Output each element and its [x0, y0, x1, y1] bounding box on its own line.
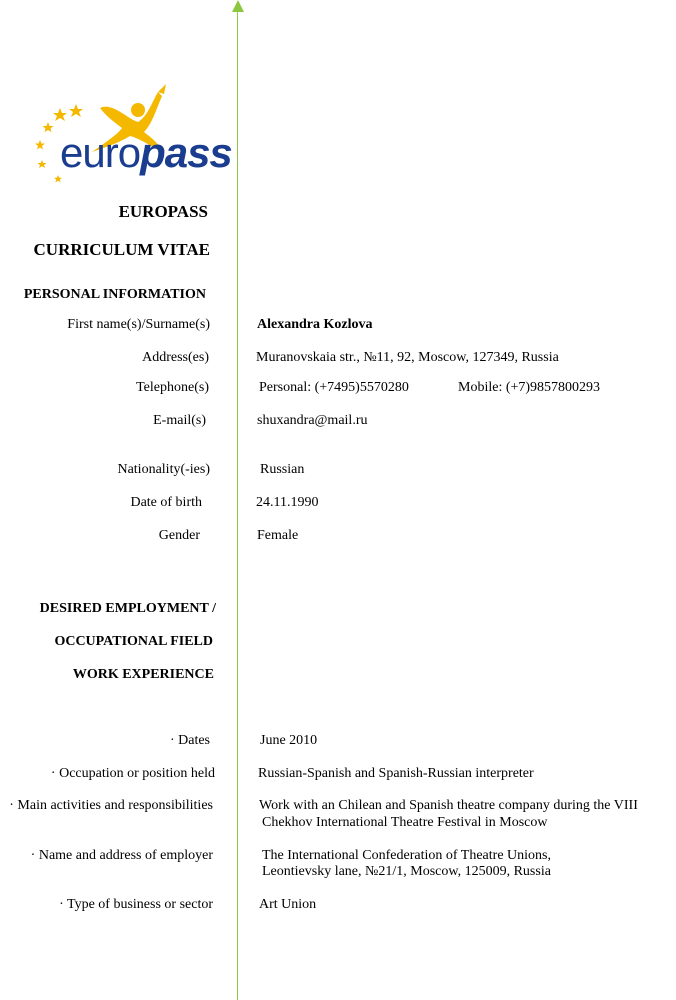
logo-text-pass: pass [140, 129, 232, 176]
star-icon [69, 104, 83, 117]
value-address: Muranovskaia str., №11, 92, Moscow, 127349, Russia [256, 350, 559, 365]
vertical-divider [237, 8, 238, 1000]
label-activities: · Main activities and responsibilities [9, 798, 213, 813]
value-dates: June 2010 [260, 733, 318, 748]
label-name: First name(s)/Surname(s) [67, 317, 210, 332]
section-desired-employment: DESIRED EMPLOYMENT / [39, 601, 216, 616]
star-icon [35, 140, 45, 150]
value-activities-line1: Work with an Chilean and Spanish theatre company during the VIII [259, 798, 638, 813]
value-email[interactable]: shuxandra@mail.ru [257, 413, 368, 428]
star-icon [54, 175, 62, 182]
label-gender: Gender [158, 528, 200, 543]
value-business-sector: Art Union [259, 897, 317, 912]
section-personal-information: PERSONAL INFORMATION [23, 287, 206, 302]
value-nationality: Russian [260, 462, 305, 477]
star-icon [38, 160, 47, 168]
label-dates: · Dates [169, 733, 210, 748]
value-employer-line2: Leontievsky lane, №21/1, Moscow, 125009, Russia [262, 864, 551, 879]
label-nationality: Nationality(-ies) [117, 462, 210, 477]
title-curriculum-vitae: CURRICULUM VITAE [33, 240, 210, 259]
value-date-of-birth: 24.11.1990 [256, 495, 319, 510]
value-employer-line1: The International Confederation of Theatre Unions, [262, 848, 551, 863]
value-telephone-mobile: Mobile: (+7)9857800293 [458, 380, 601, 395]
star-icon [53, 108, 67, 121]
value-telephone-personal: Personal: (+7495)5570280 [259, 380, 409, 395]
value-name: Alexandra Kozlova [257, 317, 373, 332]
label-business-sector: · Type of business or sector [59, 897, 213, 912]
logo-text-euro: euro [60, 129, 141, 176]
label-telephone: Telephone(s) [136, 380, 209, 395]
label-address: Address(es) [142, 350, 209, 365]
value-occupation: Russian-Spanish and Spanish-Russian interpreter [258, 766, 534, 781]
label-date-of-birth: Date of birth [130, 495, 202, 510]
section-work-experience: WORK EXPERIENCE [72, 667, 214, 682]
label-occupation: · Occupation or position held [50, 766, 215, 781]
title-europass: EUROPASS [118, 202, 208, 221]
star-icon [43, 122, 54, 132]
value-activities-line2: Chekhov International Theatre Festival in Moscow [262, 815, 548, 830]
label-email: E-mail(s) [153, 413, 206, 428]
logo-wordmark [60, 129, 232, 176]
section-occupational-field: OCCUPATIONAL FIELD [54, 634, 213, 649]
value-gender: Female [257, 528, 299, 543]
label-employer: · Name and address of employer [30, 848, 213, 863]
